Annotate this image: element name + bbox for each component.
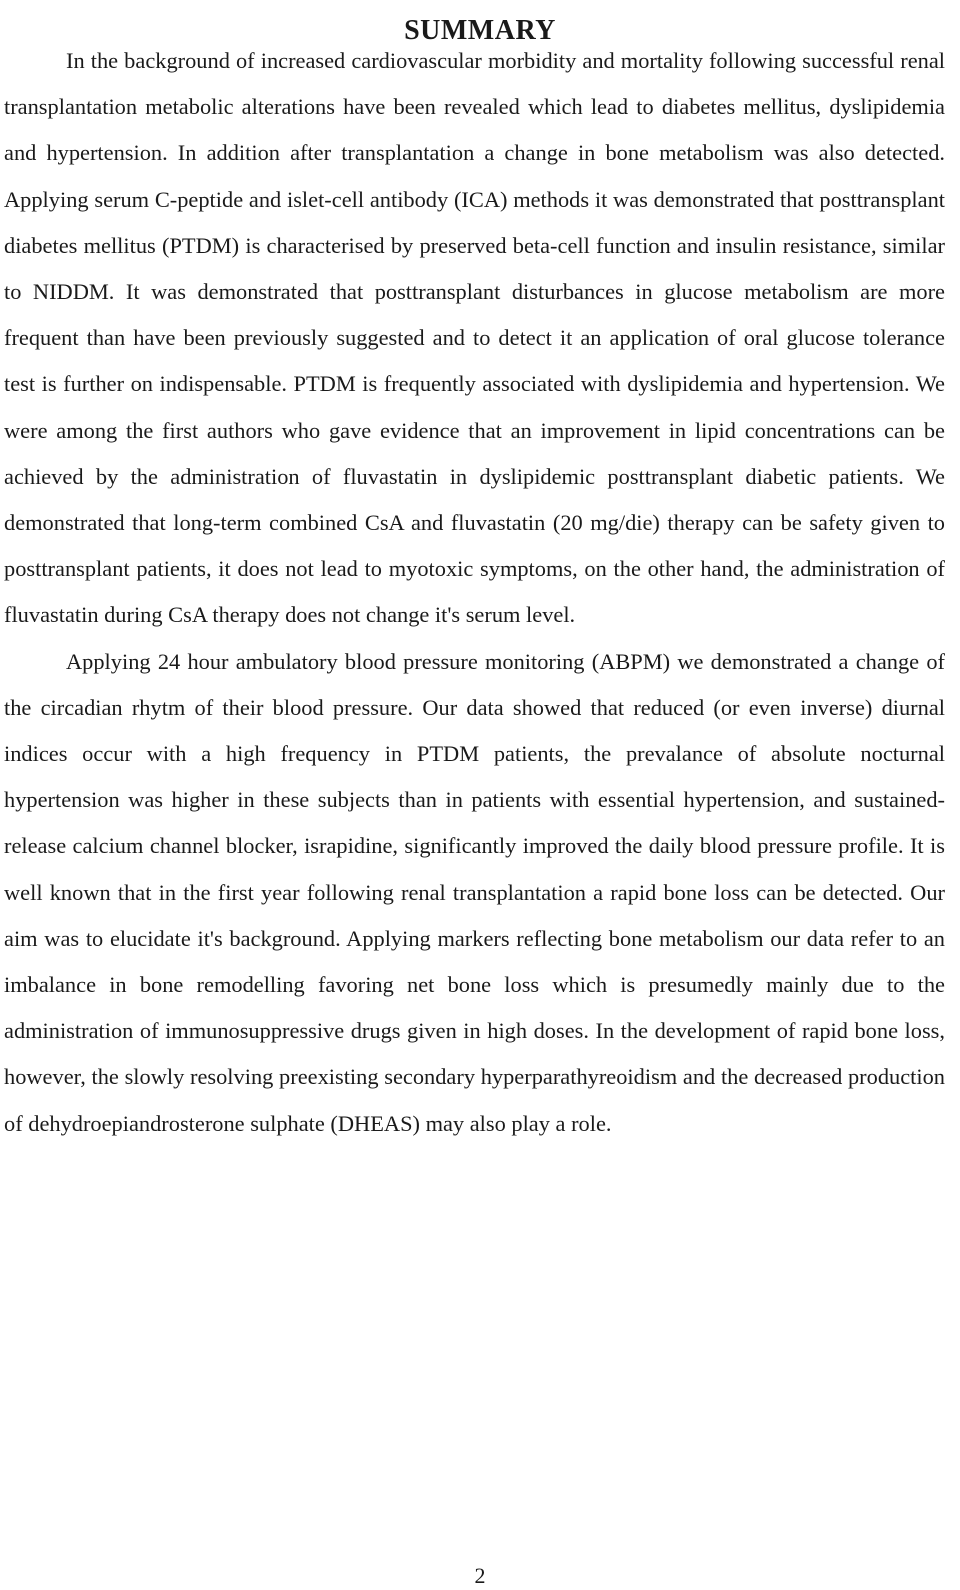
paragraph-2: Applying 24 hour ambulatory blood pressure monitoring (ABPM) we demonstrated a change of the circadian rhytm of their blood pressure. Our data showed that reduced (or even inverse) diurnal indices occur with a high frequency in PTDM patients, the prevalance of absolute nocturnal hypertension was higher in these subjects than in patients with essential hypertension, and sustained-release calcium channel blocker, israpidine, significantly improved the daily blood pressure profile. It is well known that in the first year following renal transplantation a rapid bone loss can be detected. Our aim was to elucidate it's background. Applying markers reflecting bone metabolism our data refer to an imbalance in bone remodelling favoring net bone loss which is presumedly mainly due to the administration of immunosuppressive drugs given in high doses. In the development of rapid bone loss, however, the slowly resolving preexisting secondary hyperparathyreoidism and the decreased production of dehydroepiandrosterone sulphate (DHEAS) may also play a role. [4,648,945,1136]
page-title: SUMMARY [404,14,556,46]
summary-body [4,38,945,1147]
page-number: 2 [474,1563,486,1588]
paragraph-1: In the background of increased cardiovascular morbidity and mortality following successful renal transplantation metabolic alterations have been revealed which lead to diabetes mellitus, dyslipidemia and hypertension. In addition after transplantation a change in bone metabolism was also detected. Applying serum C-peptide and islet-cell antibody (ICA) methods it was demonstrated that posttransplant diabetes mellitus (PTDM) is characterised by preserved beta-cell function and insulin resistance, similar to NIDDM. It was demonstrated that posttransplant disturbances in glucose metabolism are more frequent than have been previously suggested and to detect it an application of oral glucose tolerance test is further on indispensable. PTDM is frequently associated with dyslipidemia and hypertension. We were among the first authors who gave evidence that an improvement in lipid concentrations can be achieved by the administration of fluvastatin in dyslipidemic posttransplant diabetic patients. We demonstrated that long-term combined CsA and fluvastatin (20 mg/die) therapy can be safety given to posttransplant patients, it does not lead to myotoxic symptoms, on the other hand, the administration of fluvastatin during CsA therapy does not change it's serum level. [4,48,945,628]
